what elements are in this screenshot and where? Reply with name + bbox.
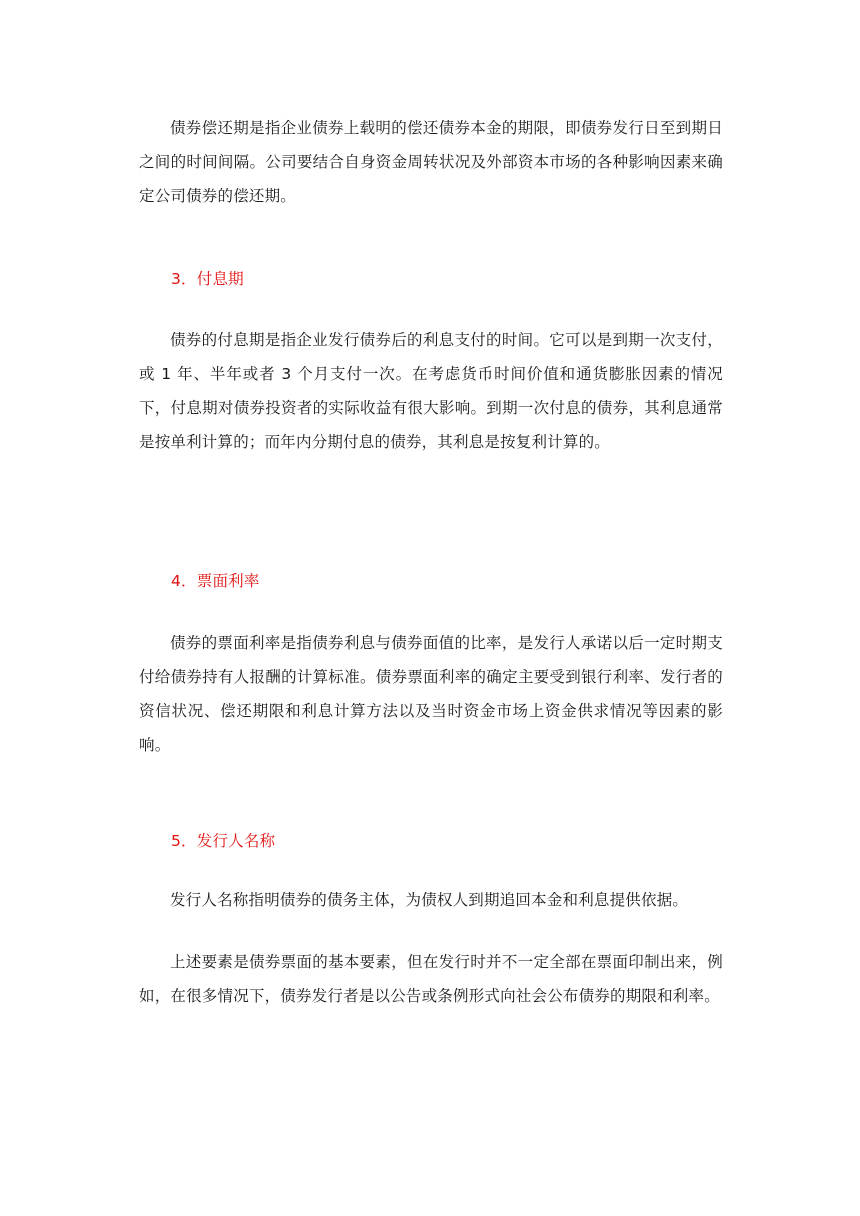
paragraph-issuer-name: 发行人名称指明债券的债务主体，为债权人到期追回本金和利息提供依据。	[170, 891, 689, 909]
paragraph-summary: 上述要素是债券票面的基本要素，但在发行时并不一定全部在票面印制出来，例如，在很多情况下，债券发行者是以公告或条例形式向社会公布债券的期限和利率。	[139, 953, 723, 1005]
paragraph-repayment-period: 债券偿还期是指企业债券上载明的偿还债券本金的期限，即债券发行日至到期日之间的时间间隔。公司要结合自身资金周转状况及外部资本市场的各种影响因素来确定公司债券的偿还期。	[139, 119, 723, 205]
paragraph-coupon-rate: 债券的票面利率是指债券利息与债券面值的比率，是发行人承诺以后一定时期支付给债券持有人报酬的计算标准。债券票面利率的确定主要受到银行利率、发行者的资信状况、偿还期限和利息计算方法以及当时资金市场上资金供求情况等因素的影响。	[139, 634, 723, 754]
section-heading-interest-period: 3．付息期	[171, 270, 244, 288]
section-heading-issuer-name: 5．发行人名称	[171, 832, 276, 850]
section-heading-coupon-rate: 4．票面利率	[171, 572, 260, 590]
paragraph-interest-period: 债券的付息期是指企业发行债券后的利息支付的时间。它可以是到期一次支付，或 1 年、半年或者 3 个月支付一次。在考虑货币时间价值和通货膨胀因素的情况下，付息期对债券投资者的实际收益有很大影响。到期一次付息的债券，其利息通常是按单利计算的；而年内分期付息的债券，其利息是按复利计算的。	[139, 331, 723, 451]
